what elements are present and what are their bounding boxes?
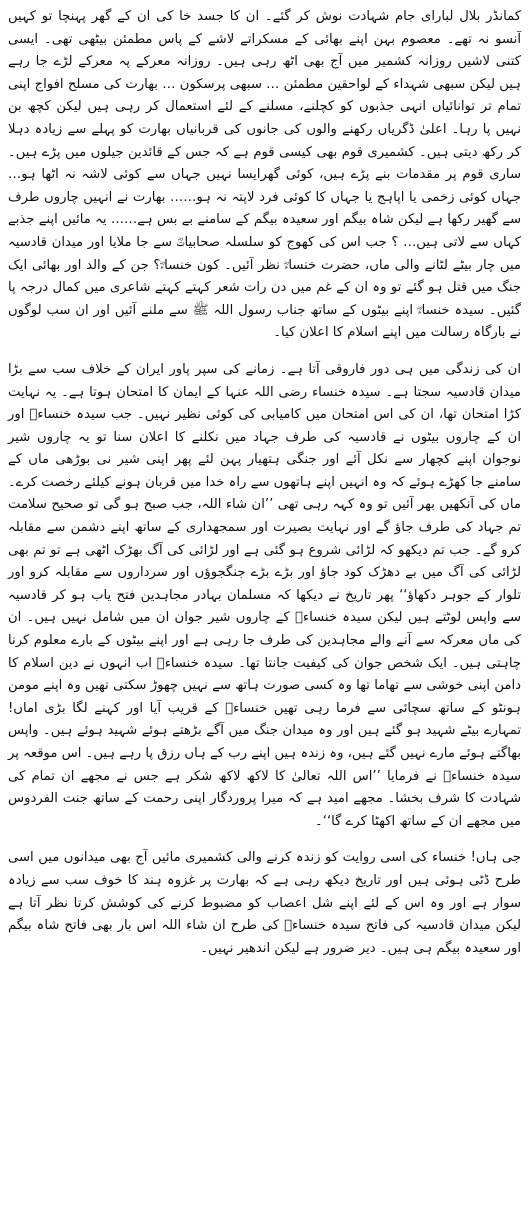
article-paragraph-3: جی ہاں! خنساء کی اسی روایت کو زندہ کرنے والی کشمیری مائیں آج بھی میدانوں میں اسی طرح ڈٹی ہوئی ہیں اور تاریخ دیکھ رہی ہے کہ بھارت پر غزوہ ہند کا خوف سب سے زیادہ سوار ہے اور وہ اس کے لئے اپنے شل اعصاب کو مضبوط کرنے کی کوشش کرتا نظر آتا ہے لیکن میدان قادسیہ کی فاتح سیدہ خنساءؓ کی طرح ان شاء اللہ اس بار بھی فاتح شاہ بیگم اور سعیدہ بیگم ہی ہیں۔ دیر ضرور ہے لیکن اندھیر نہیں۔ (8, 850, 521, 956)
article-paragraph-1: کمانڈر بلال لبارای جام شہادت نوش کر گئے۔ ان کا جسد خا کی ان کے گھر پہنچا تو کہیں آنسو نہ تھے۔ معصوم بہن اپنے بھائی کے مسکراتے لاشے کے پاس مطمئن بیٹھی تھی۔ ایسی کتنی لاشیں روزانہ کشمیر میں آج بھی اٹھ رہی ہیں۔ روزانہ معرکے پہ معرکے لڑے جا رہے ہیں لیکن سبھی شہداء کے لواحقین مطمئن … سبھی پرسکون … بھارت کی مسلح افواج اپنی تمام تر توانائیاں انہی جذبوں کو کچلنے، مسلنے کے لئے استعمال کر رہی ہیں لیکن کچھ بن نہیں پا رہا۔ اعلیٰ ڈگریاں رکھنے والوں کی جانوں کی قربانیاں بھارت کو پہلے سے زیادہ دہلا کر رکھ دیتی ہیں۔ کشمیری قوم بھی کیسی قوم ہے کہ جس کے قائدین جیلوں میں پڑے ہیں۔ ساری قوم پر مقدمات بنے پڑے ہیں، کوئی گھرایسا نہیں جہاں سے کوئی لاشہ نہ اٹھا ہو… جہاں کوئی زخمی یا اپاہج یا جہاں کا کوئی فرد لاپتہ نہ ہو…… بھارت نے انہیں چاروں طرف سے گھیر رکھا ہے لیکن شاہ بیگم اور سعیدہ بیگم کے سامنے بے بس ہے…… یہ مائیں اپنے جذبے کہاں سے لاتی ہیں… ؟ جب اس کی کھوج کو سلسلہ صحابیاتؓ سے جا ملایا اور میدان قادسیہ میں چار بیٹے لٹانے والی ماں، حضرت خنساءؓ نظر آئیں۔ کون خنساءؓ؟ جن کے والد اور بھائی ایک جنگ میں قتل ہو گئے تو وہ ان کے غم میں دن رات شعر کہتے کہتے شاعری میں کمال درجہ پا گئیں۔ سیدہ خنساءؓ اپنے بیٹوں کے ساتھ جناب رسول اللہ ﷺ سے ملنے آئیں اور ان سب لوگوں نے بارگاہ رسالت میں اپنے اسلام کا اعلان کیا۔ (8, 9, 521, 341)
paragraph-gap (8, 345, 521, 359)
article-paragraph-2: ان کی زندگی میں ہی دور فاروقی آتا ہے۔ زمانے کی سپر پاور ایران کے خلاف سب سے بڑا میدان قادسیہ سجتا ہے۔ سیدہ خنساء رضی اللہ عنہا کے ایمان کا امتحان ہوتا ہے۔ یہ نہایت کڑا امتحان تھا، ان کی اس امتحان میں کامیابی کی کوئی نظیر نہیں۔ جب سیدہ خنساءؓ اور ان کے چاروں بیٹوں نے قادسیہ کی طرف جہاد میں نکلنے کا اعلان سنا تو یہ چاروں شیر نوجوان اپنے کچھار سے نکل آئے اور جنگی ہتھیار پہن لئے پھر اپنی شیر نی بوڑھی ماں کے سامنے جا کھڑے ہوئے کہ وہ انہیں اپنے ہاتھوں سے راہ خدا میں قربان ہونے کیلئے رخصت کرے۔ ماں کی آنکھیں بھر آئیں تو وہ کہہ رہی تھی ’’ان شاء اللہ، جب صبح ہو گی تو صحیح سلامت تم جہاد کی طرف جاؤ گے اور نہایت بصیرت اور سمجھداری کے ساتھ اپنے دشمن سے مقابلہ کرو گے۔ جب تم دیکھو کہ لڑائی شروع ہو گئی ہے اور لڑائی کی آگ بھڑک اٹھی ہے تو تم بھی لڑائی کی آگ میں بے دھڑک کود جاؤ اور بڑے بڑے جنگجوؤں اور سرداروں سے مقابلہ کرو اور تلوار کے جوہر دکھاؤ‘‘ پھر تاریخ نے دیکھا کہ مسلمان بہادر مجاہدین فتح یاب ہو کر قادسیہ سے واپس لوٹتے ہیں لیکن سیدہ خنساءؓ کے چاروں شیر جوان ان میں شامل نہیں ہیں۔ ان کی ماں معرکہ سے آنے والے مجاہدین کی طرف جا رہی ہے اور اپنے بیٹوں کے بارے معلوم کرنا چاہتی ہیں۔ ایک شخص جوان کی کیفیت جانتا تھا۔ سیدہ خنساءؓ اب انہوں نے دین اسلام کا دامن اپنی خوشی سے تھاما تھا وہ کسی صورت ہاتھ سے نہیں چھوڑ سکتی تھیں وہ اپنے مومن ہونٹو کے ساتھ سچائی سے فرما رہی تھیں خنساءؓ کے قریب آیا اور کہنے لگا بڑی اماں! تمہارے بیٹے شہید ہو گئے ہیں اور وہ میدان جنگ میں آگے بڑھتے ہوئے شہید ہوئے ہیں۔ واپس بھاگتے ہوئے مارے نہیں گئے ہیں، وہ زندہ ہیں اپنے رب کے ہاں رزق پا رہے ہیں۔ اس موقعہ پر سیدہ خنساءؓ نے فرمایا ’’اس اللہ تعالیٰ کا لاکھ لاکھ شکر ہے جس نے مجھے ان تمام کی شہادت کا شرف بخشا۔ مجھے امید ہے کہ میرا پروردگار اپنی رحمت کے ساتھ جنت الفردوس میں مجھے ان کے ساتھ اکھٹا کرے گا‘‘۔ (8, 361, 521, 829)
paragraph-gap (8, 833, 521, 847)
